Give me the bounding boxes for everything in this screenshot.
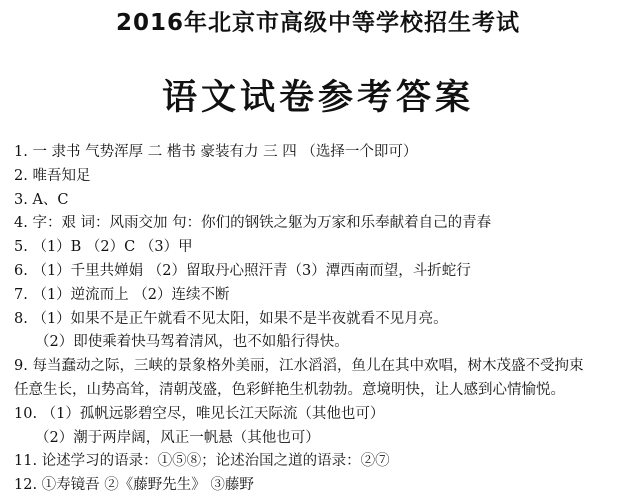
answer-line-2: 2. 唯吾知足 [14, 167, 91, 184]
answer-line-1: 1. 一 隶书 气势浑厚 二 楷书 豪装有力 三 四 （选择一个即可） [14, 144, 418, 160]
answer-line-10-part-1: 10. （1）孤帆远影碧空尽，唯见长江天际流（其他也可） [14, 405, 385, 422]
answer-line-9-part-1: 9. 每当蠢动之际，三峡的景象格外美丽，江水滔滔，鱼儿在其中欢唱，树木茂盛不受拘束 [14, 358, 584, 375]
answer-line-9-part-2: 任意生长，山势高耸，清朝茂盛，色彩鲜艳生机勃勃。意境明快，让人感到心情愉悦。 [14, 381, 565, 398]
answer-line-5: 5. （1）B （2）C （3）甲 [14, 239, 193, 256]
answer-line-3: 3. A、C [14, 191, 69, 208]
answer-line-11: 11. 论述学习的语录：①⑤⑧；论述治国之道的语录：②⑦ [14, 453, 390, 470]
answer-line-8-part-2: （2）即使乘着快马驾着清风，也不如船行得快。 [35, 334, 349, 351]
document-title: 语文试卷参考答案 [161, 78, 474, 118]
answer-line-4: 4. 字：艰 词：风雨交加 句：你们的钢铁之躯为万家和乐奉献着自己的青春 [14, 215, 492, 232]
answer-list [14, 141, 626, 498]
answer-line-6: 6. （1）千里共婵娟 （2）留取丹心照汗青（3）潭西南而望，斗折蛇行 [14, 262, 471, 279]
answer-line-7: 7. （1）逆流而上 （2）连续不断 [14, 286, 230, 303]
answer-line-10-part-2: （2）潮于两岸阔，风正一帆悬（其他也可） [35, 429, 320, 446]
answer-line-12: 12. ①寿镜吾 ②《藤野先生》 ③藤野 [14, 477, 254, 494]
answer-line-8-part-1: 8. （1）如果不是正午就看不见太阳，如果不是半夜就看不见月亮。 [14, 310, 448, 327]
exam-heading: 2016年北京市高级中等学校招生考试 [115, 10, 520, 36]
